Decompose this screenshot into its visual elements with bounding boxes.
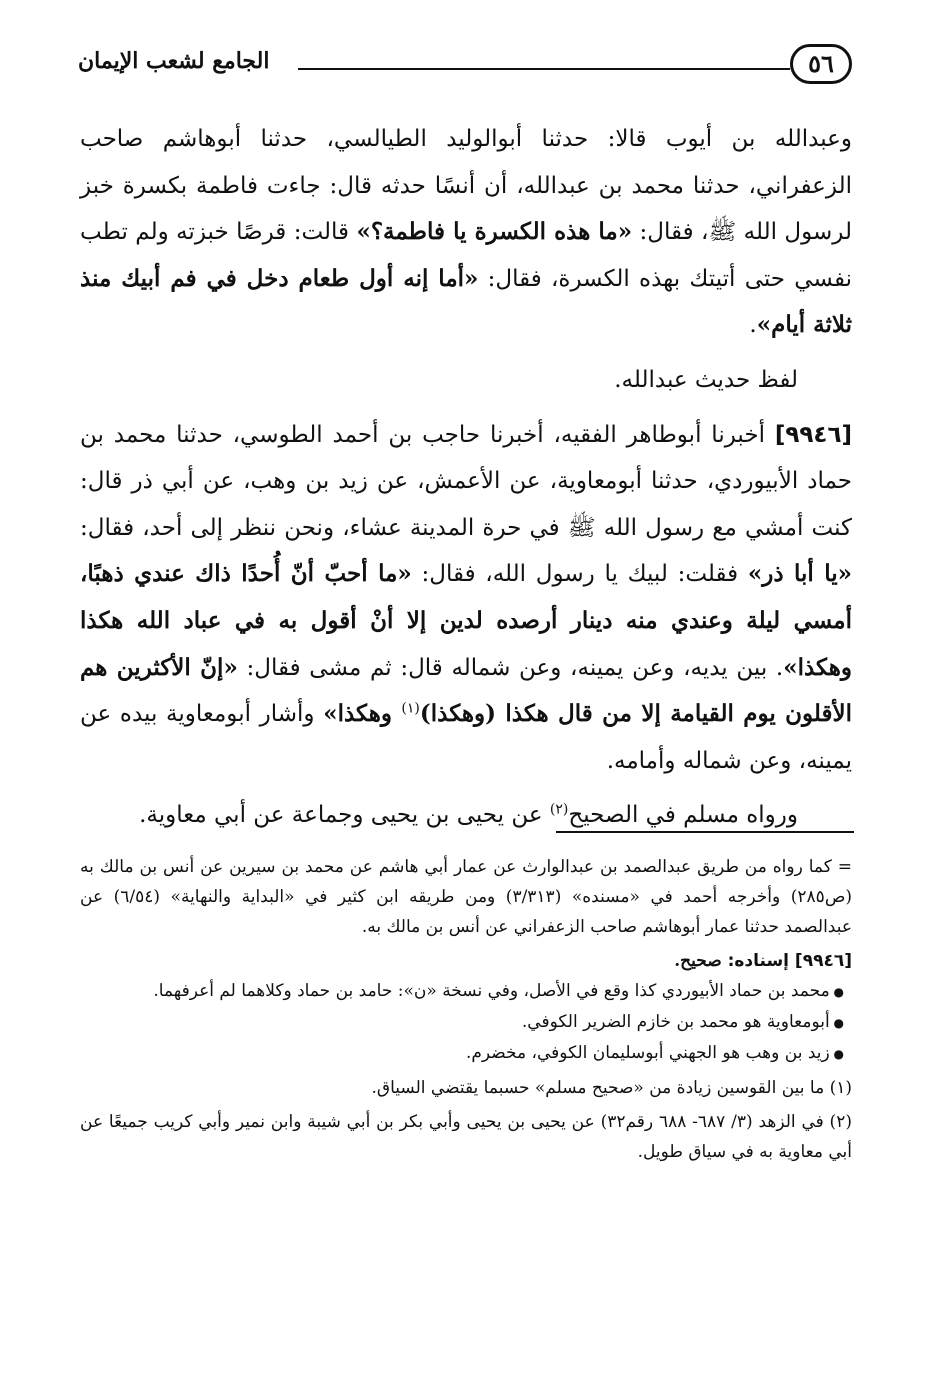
isnad-grade-value: صحيح.: [674, 951, 722, 971]
prophet-quote: «يا أبا ذر»: [747, 560, 852, 588]
prophet-quote: «ما أحبّ أنّ أُحدًا ذاك عندي ذهبًا، أمسي ليلة وعندي منه دينار أرصده لدين إلا أنْ أقول به في عباد الله هكذا وهكذا»: [80, 560, 852, 681]
footnote-separator: [556, 831, 854, 833]
isnad-grade: [80, 946, 852, 976]
narrator-note: ● محمد بن حماد الأبيوردي كذا وقع في الأصل، وفي نسخة «ن»: حامد بن حماد وكلاهما لم أعرفهما.: [80, 976, 852, 1007]
narrator-note: ● أبومعاوية هو محمد بن خازم الضرير الكوفي.: [80, 1007, 852, 1038]
footnote-marker-1[interactable]: (١): [401, 700, 420, 717]
footnote-continuation: = كما رواه من طريق عبدالصمد بن عبدالوارث عن عمار أبي هاشم عن محمد بن سيرين عن أنس بن مالك به (ص٢٨٥) وأخرجه أحمد في «مسنده» (٣/٣١٣) ومن طريقه ابن كثير في «البداية والنهاية» (٦/٥٤) عن عبدالصمد حدثنا عمار أبوهاشم صاحب الزعفراني عن أنس بن مالك به.: [80, 857, 853, 937]
footnote-marker-2[interactable]: (٢): [549, 801, 569, 818]
narration-text: قالت: قرصًا خبزته ولم تطب نفسي حتى أتيتك بهذه الكسرة، فقال:: [80, 219, 852, 292]
prophet-quote: «أما إنه أول طعام دخل في فم أبيك منذ ثلاثة أيام»: [80, 264, 852, 339]
narrator-note: ● زيد بن وهب هو الجهني أبوسليمان الكوفي، مخضرم.: [80, 1038, 852, 1069]
running-header: [78, 42, 852, 92]
prophet-quote: «إنّ الأكثرين هم الأقلون يوم القيامة إلا من قال هكذا (وهكذا): [80, 653, 852, 728]
footnote-1: (١) ما بين القوسين زيادة من «صحيح مسلم» حسبما يقتضي السياق.: [371, 1078, 852, 1098]
narration-text: وأشار أبومعاوية بيده عن يمينه، وعن شماله وأمامه.: [80, 701, 852, 774]
footnotes: [80, 852, 852, 1167]
narration-text: .: [749, 312, 757, 339]
prophet-quote: «ما هذه الكسرة يا فاطمة؟»: [356, 218, 633, 246]
narration-text: عن يحيى بن يحيى وجماعة عن أبي معاوية.: [139, 802, 550, 829]
narration-text: فقلت: لبيك يا رسول الله، فقال:: [411, 561, 748, 588]
book-title: الجامع لشعب الإيمان: [78, 48, 270, 74]
main-text: [80, 116, 852, 839]
narration-text: ورواه مسلم في الصحيح: [568, 802, 798, 829]
header-rule: [298, 68, 790, 70]
paragraph-wording-note: لفظ حديث عبدالله.: [614, 366, 798, 393]
hadith-number: [٩٩٤٦]: [774, 421, 852, 448]
paragraph-hadith-9946: [80, 412, 852, 785]
prophet-quote: وهكذا»: [323, 700, 402, 728]
narration-text: . بين يديه، وعن يمينه، وعن شماله قال: ثم مشى فقال:: [237, 654, 784, 681]
footnote-2: (٢) في الزهد (٣/ ٦٨٧- ٦٨٨ رقم٣٢) عن يحيى بن يحيى وأبي بكر بن أبي شيبة وابن نمير وأبي كريب جميعًا عن أبي معاوية به في سياق طويل.: [80, 1112, 852, 1162]
narration-text: وعبدالله بن أيوب قالا: حدثنا أبوالوليد الطيالسي، حدثنا أبوهاشم صاحب الزعفراني، حدثنا محمد بن عبدالله، أن أنسًا حدثه قال: جاءت فاطمة بكسرة خبز لرسول الله ﷺ، فقال:: [80, 126, 853, 246]
narration-text: أخبرنا أبوطاهر الفقيه، أخبرنا حاجب بن أحمد الطوسي، حدثنا محمد بن حماد الأبيوردي، حدثنا أبومعاوية، عن الأعمش، عن زيد بن وهب، عن أبي ذر قال: كنت أمشي مع رسول الله ﷺ في حرة المدينة عشاء، ونحن ننظر إلى أحد، فقال:: [80, 421, 852, 541]
page-number: ٥٦: [790, 44, 852, 84]
paragraph-hadith-continuation: [80, 116, 852, 349]
isnad-grade-ref: [٩٩٤٦] إسناده:: [721, 951, 852, 971]
